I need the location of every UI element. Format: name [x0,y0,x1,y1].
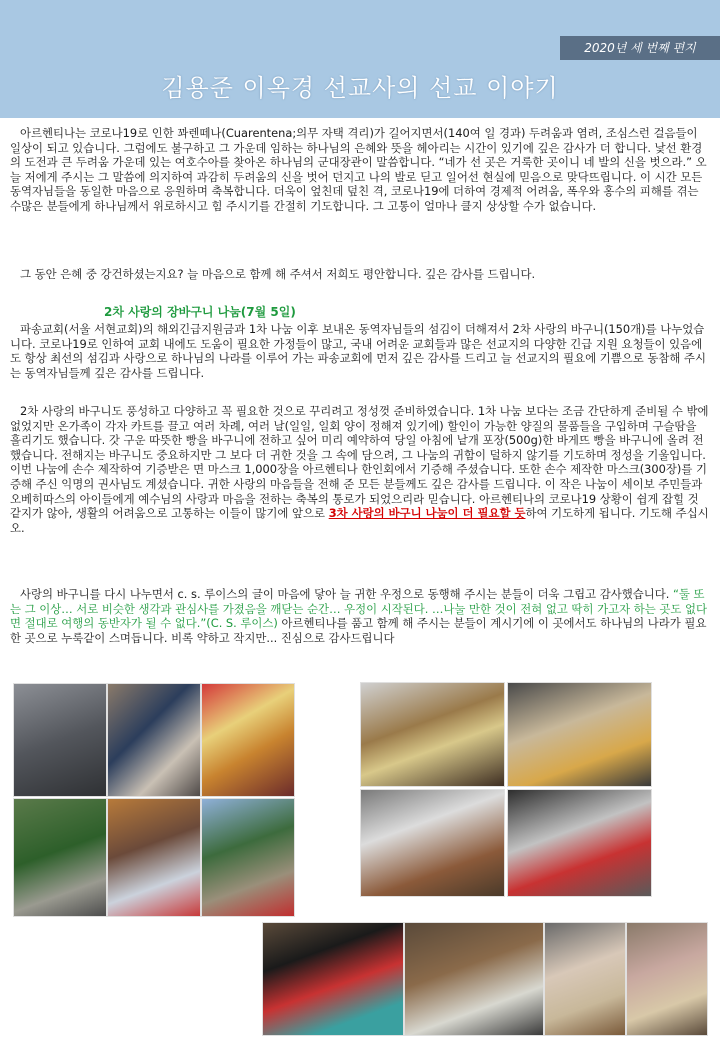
photo-girl-with-bag [626,922,708,1036]
paragraph-closing-start: 사랑의 바구니를 다시 나누면서 c. s. 루이스의 글이 마음에 닿아 늘 귀한 우정으로 동행해 주시는 분들이 더욱 그립고 감사했습니다. [20,587,674,601]
paragraph-greeting: 그 동안 은혜 중 강건하셨는지요? 늘 마음으로 함께 해 주셔서 저희도 평안합니다. 깊은 감사를 드립니다. [20,267,536,281]
photo-packing-table [360,789,505,897]
section-subheading: 2차 사랑의 장바구니 나눔(7월 5일) [104,305,296,319]
photo-handing-basket [107,798,201,917]
basket-section [10,404,710,535]
paragraph-sending-church: 파송교회(서울 서현교회)의 해외긴급지원금과 1차 나눔 이후 보내온 동역자님들의 섬김이 더해져서 2차 사랑의 바구니(150개)를 나누었습니다. 코로나19로 인하여 교회 내에도 도움이 필요한 가정들이 많고, 국내 어려운 교회들과 많은 선교지의 다양한 긴급 지원 요청들이 있음에도 항상 최선의 섬김과 사랑으로 하나님의 나라를 이루어 가는 파송교회에 먼저 깊은 감사를 드리고 늘 선교지의 필요에 기쁨으로 동참해 주시는 동역자님들께 깊은 감사를 드립니다. [10,322,706,380]
highlight-third-basket: 3차 사랑의 바구니 나눔이 더 필요할 듯 [328,506,526,521]
page-title: 김용준 이옥경 선교사의 선교 이야기 [161,74,559,102]
letter-tag: 2020년 세 번째 편지 [560,36,720,60]
photo-grocery-items [201,683,295,797]
intro-section [10,126,710,214]
photo-family-with-bags [404,922,544,1036]
photo-team-group [507,789,652,897]
paragraph-closing [10,587,710,645]
photo-child-with-bag [544,922,626,1036]
photo-packed-baskets-room [360,682,505,787]
paragraph-basket-end: 하여 기도하게 됩니다. 기도해 주십시오. [10,506,709,535]
photo-baskets-on-floor [507,682,652,787]
paragraph-basket-text: 2차 사랑의 바구니도 풍성하고 다양하고 꼭 필요한 것으로 꾸리려고 정성껏 준비하였습니다. 1차 나눔 보다는 조금 간단하게 준비될 수 밖에 없었지만 온가족이 각자 카트를 끌고 여러 차례, 여러 날(일일, 일회 양이 정해져 있기에) 할인이 가능한 양질의 물품들을 구입하며 구슬땀을 흘리기도 했습니다. 갓 구운 따뜻한 빵을 바구니에 전하고 싶어 미리 예약하여 당일 아침에 낱개 포장(500g)한 바게뜨 빵을 바구니에 올려 전했습니다. 전해지는 바구니도 중요하지만 그 보다 더 귀한 것을 그 속에 담으려, 그 나눔의 귀함이 덜하지 않기를 기도하며 정성을 기울입니다. 이번 나눔에 손수 제작하여 기증받은 면 마스크 1,000장을 아르헨티나 한인회에서 기증해 주셨습니다. 또한 손수 제작한 마스크(300장)를 기증해 주신 익명의 권사님도 계셨습니다. 귀한 사랑의 마음들을 전해 준 모든 분들께도 깊은 감사를 드립니다. 이 작은 나눔이 세이보 주민들과 오베히따스의 아이들에게 예수님의 사랑과 마음을 전하는 축복의 통로가 되었으리라 믿습니다. 아르헨티나의 코로나19 상황이 쉽게 잡힐 것 같지가 않아, 생활의 어려움으로 고통하는 이들이 많기에 앞으로 [10,404,709,521]
cs-lewis-quote: “둘 또는 그 이상… 서로 비슷한 생각과 관심사를 가졌음을 깨닫는 순간… 우정이 시작된다. …나눌 만한 것이 전혀 없고 딱히 가고자 하는 곳도 없다면 절대로 여행의 동반자가 될 수 없다.”(C. S. 루이스) [10,587,708,631]
photo-warehouse-aisle [13,683,107,797]
closing-section [10,587,710,645]
paragraph-closing-end: 아르헨티나를 품고 함께 해 주시는 분들이 계시기에 이 곳에서도 하나님의 나라가 필요한 곳으로 누룩같이 스며듭니다. 비록 약하고 작지만... 진심으로 감사드립니다 [10,616,707,645]
photo-neighborhood-line [201,798,295,917]
paragraph-basket [10,404,710,535]
sending-church-section [10,322,710,380]
photo-mother-and-children [262,922,404,1036]
greeting-section [10,267,710,282]
photo-donated-masks [107,683,201,797]
paragraph-intro: 아르헨티나는 코로나19로 인한 꽈렌떼나(Cuarentena;의무 자택 격리)가 길어지면서(140여 일 경과) 두려움과 염려, 조심스런 걸음들이 일상이 되고 있습니다. 그럼에도 불구하고 그 가운데 임하는 하나님의 은혜와 뜻을 헤아리는 시간이 있기에 깊은 감사가 더 합니다. 낯선 환경의 도전과 큰 두려움 가운데 있는 여호수아를 찾아온 하나님의 군대장관이 말씀합니다. “네가 선 곳은 거룩한 곳이니 네 발의 신을 벗으라.” 오늘 저에게 주시는 그 말씀에 의지하여 과감히 두려움의 신을 벗어 던지고 나의 발로 딛고 일어선 현실에 믿음으로 맞닥뜨립니다. 이 시간 모든 동역자님들을 동일한 마음으로 응원하며 축복합니다. 더욱이 엎친데 덮친 격, 코로나19에 더하여 경제적 어려움, 폭우와 홍수의 피해를 겪는 수많은 분들에게 하나님께서 위로하시고 힘 주시기를 간절히 기도합니다. 그 고통이 얼마나 클지 상상할 수가 없습니다. [10,126,707,213]
header-banner [0,0,720,118]
photo-street-pickup [13,798,107,917]
